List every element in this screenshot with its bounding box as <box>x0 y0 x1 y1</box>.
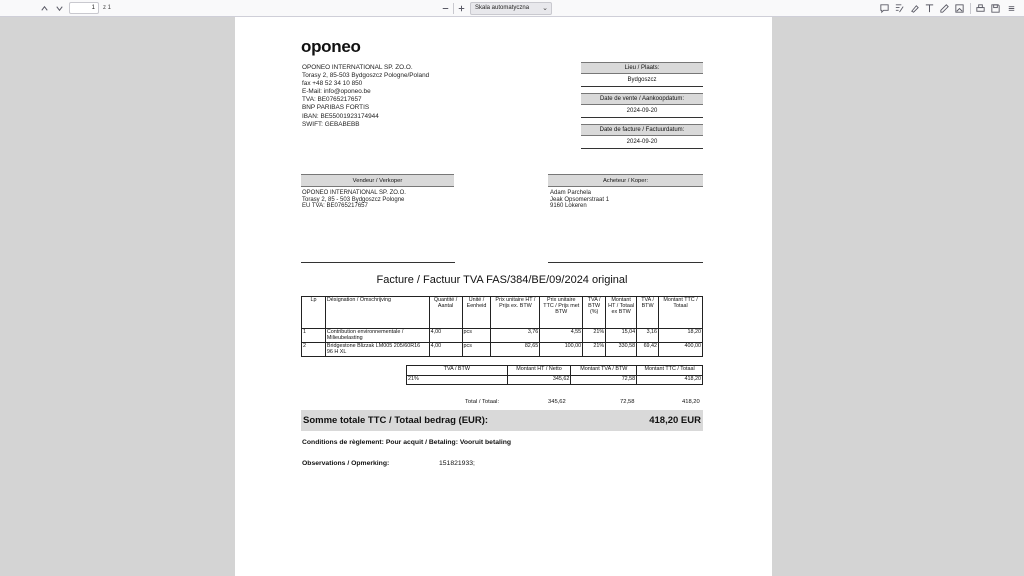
col-header-unit: Unité / Eenheid <box>462 297 491 329</box>
vat-header-net: Montant HT / Netto <box>507 366 571 376</box>
page-number-input[interactable]: 1 <box>69 2 99 14</box>
vat-header-total: Montant TTC / Totaal <box>637 366 703 376</box>
zoom-select[interactable] <box>470 2 552 15</box>
items-table <box>301 296 703 357</box>
company-line: fax +48 52 34 10 850 <box>302 80 363 88</box>
cell-unit-price-ht: 3,76 <box>491 329 540 343</box>
cell-amount-ht: 330,58 <box>606 343 637 357</box>
total-label: Total / Totaal: <box>465 399 500 405</box>
grand-total-value: 418,20 EUR <box>649 415 701 426</box>
vat-cell-rate: 21% <box>407 376 508 385</box>
payment-conditions: Conditions de règlement: Pour acquit / Betaling: Vooruit betaling <box>302 439 512 446</box>
edit-text-icon[interactable] <box>893 2 906 15</box>
company-line: Torasy 2, 85-503 Bydgoszcz Pologne/Poland <box>302 72 430 80</box>
company-line: TVA: BE0765217657 <box>302 96 362 104</box>
zoom-out-icon[interactable] <box>439 2 452 15</box>
buyer-line: Adam Parchela <box>550 190 592 196</box>
buyer-line: Jeak Opsomerstraat 1 <box>550 196 610 203</box>
place-header: Lieu / Plaats: <box>581 62 703 74</box>
buyer-line: 9160 Lokeren <box>550 203 587 209</box>
cell-vat: 3,16 <box>637 329 659 343</box>
previous-page-icon[interactable] <box>38 2 51 15</box>
sale-date-header: Date de vente / Aankoopdatum: <box>581 93 703 105</box>
invoice-title: Facture / Factuur TVA FAS/384/BE/09/2024 original <box>376 274 628 286</box>
seller-line: OPONEO INTERNATIONAL SP. ZO.O. <box>302 190 406 196</box>
draw-icon[interactable] <box>938 2 951 15</box>
company-line: SWIFT: GEBABEBB <box>302 120 360 128</box>
table-row <box>407 376 703 385</box>
company-line: IBAN: BE55001923174944 <box>302 112 379 120</box>
col-header-vat-rate: TVA / BTW (%) <box>583 297 606 329</box>
cell-amount-ht: 15,04 <box>606 329 637 343</box>
cell-vat-rate: 21% <box>583 329 606 343</box>
buyer-details <box>550 190 609 210</box>
observations-value: 151821933; <box>439 460 475 467</box>
cell-unit-price-ttc: 4,55 <box>540 329 583 343</box>
col-header-amount-ttc: Montant TTC / Totaal <box>659 297 703 329</box>
col-header-lp: Lp <box>302 297 326 329</box>
sale-date-value: 2024-09-20 <box>581 105 703 118</box>
seller-line: EU TVA: BE0765217657 <box>302 203 368 209</box>
grand-total-bar <box>301 410 703 431</box>
seller-details <box>302 190 406 210</box>
observations-label: Observations / Opmerking: <box>302 460 390 467</box>
invoice-date-value: 2024-09-20 <box>581 136 703 149</box>
cell-quantity: 4,00 <box>429 329 462 343</box>
comment-icon[interactable] <box>878 2 891 15</box>
company-address <box>302 64 429 129</box>
zoom-select-label: Skala automatyczna <box>475 5 530 11</box>
invoice-date-header: Date de facture / Factuurdatum: <box>581 124 703 136</box>
invoice-page <box>235 17 772 576</box>
oponeo-logo: oponeo <box>301 37 361 56</box>
cell-lp: 2 <box>302 343 326 357</box>
cell-amount-ttc: 400,00 <box>659 343 703 357</box>
grand-total-label: Somme totale TTC / Totaal bedrag (EUR): <box>303 415 489 426</box>
place-value: Bydgoszcz <box>581 74 703 87</box>
cell-amount-ttc: 18,20 <box>659 329 703 343</box>
seller-signature-line <box>301 262 455 263</box>
seller-header: Vendeur / Verkoper <box>301 174 454 187</box>
cell-vat-rate: 21% <box>583 343 606 357</box>
invoice-date-box <box>581 124 703 149</box>
vat-summary-table <box>406 365 703 385</box>
cell-unit-price-ttc: 100,00 <box>540 343 583 357</box>
page-count: z 1 <box>103 5 112 11</box>
col-header-unit-price-ttc: Prix unitaire TTC / Prijs met BTW <box>540 297 583 329</box>
cell-unit: pcs <box>462 343 491 357</box>
cell-designation: Contribution environnementale / Milieubelasting <box>325 329 429 343</box>
cell-unit: pcs <box>462 329 491 343</box>
more-tools-icon[interactable] <box>1005 2 1018 15</box>
cell-designation: Bridgestone Blizzak LM005 205/60R16 96 H XL <box>325 343 429 357</box>
col-header-unit-price-ht: Prix unitaire HT / Prijs ex. BTW <box>491 297 540 329</box>
buyer-header: Acheteur / Koper: <box>548 174 703 187</box>
next-page-icon[interactable] <box>53 2 66 15</box>
total-ttc: 418,20 <box>682 399 700 405</box>
zoom-in-icon[interactable] <box>455 2 468 15</box>
seller-line: Torasy 2, 85 - 503 Bydgoszcz Pologne <box>302 196 405 203</box>
place-box <box>581 62 703 87</box>
table-row <box>302 329 703 343</box>
col-header-quantity: Quantité / Aantal <box>429 297 462 329</box>
highlight-icon[interactable] <box>908 2 921 15</box>
total-ht: 345,62 <box>548 399 566 405</box>
text-tool-icon[interactable] <box>923 2 936 15</box>
company-line: BNP PARIBAS FORTIS <box>302 104 370 112</box>
table-row <box>302 343 703 357</box>
company-line: OPONEO INTERNATIONAL SP. ZO.O. <box>302 64 413 71</box>
chevron-down-icon: ⌄ <box>542 5 548 12</box>
total-vat: 72,58 <box>620 399 635 405</box>
col-header-vat: TVA / BTW <box>637 297 659 329</box>
cell-quantity: 4,00 <box>429 343 462 357</box>
vat-cell-total: 418,20 <box>637 376 703 385</box>
print-icon[interactable] <box>974 2 987 15</box>
company-line: E-Mail: info@oponeo.be <box>302 88 371 96</box>
cell-lp: 1 <box>302 329 326 343</box>
vat-cell-vat: 72,58 <box>571 376 637 385</box>
cell-unit-price-ht: 82,65 <box>491 343 540 357</box>
cell-vat: 69,42 <box>637 343 659 357</box>
col-header-amount-ht: Montant HT / Totaal ex BTW <box>606 297 637 329</box>
sale-date-box <box>581 93 703 118</box>
vat-header-vat: Montant TVA / BTW <box>571 366 637 376</box>
save-icon[interactable] <box>989 2 1002 15</box>
col-header-designation: Désignation / Omschrijving <box>325 297 429 329</box>
image-icon[interactable] <box>953 2 966 15</box>
pdf-toolbar <box>0 0 1024 17</box>
buyer-signature-line <box>548 262 703 263</box>
vat-header-rate: TVA / BTW <box>407 366 508 376</box>
vat-cell-net: 345,62 <box>507 376 571 385</box>
